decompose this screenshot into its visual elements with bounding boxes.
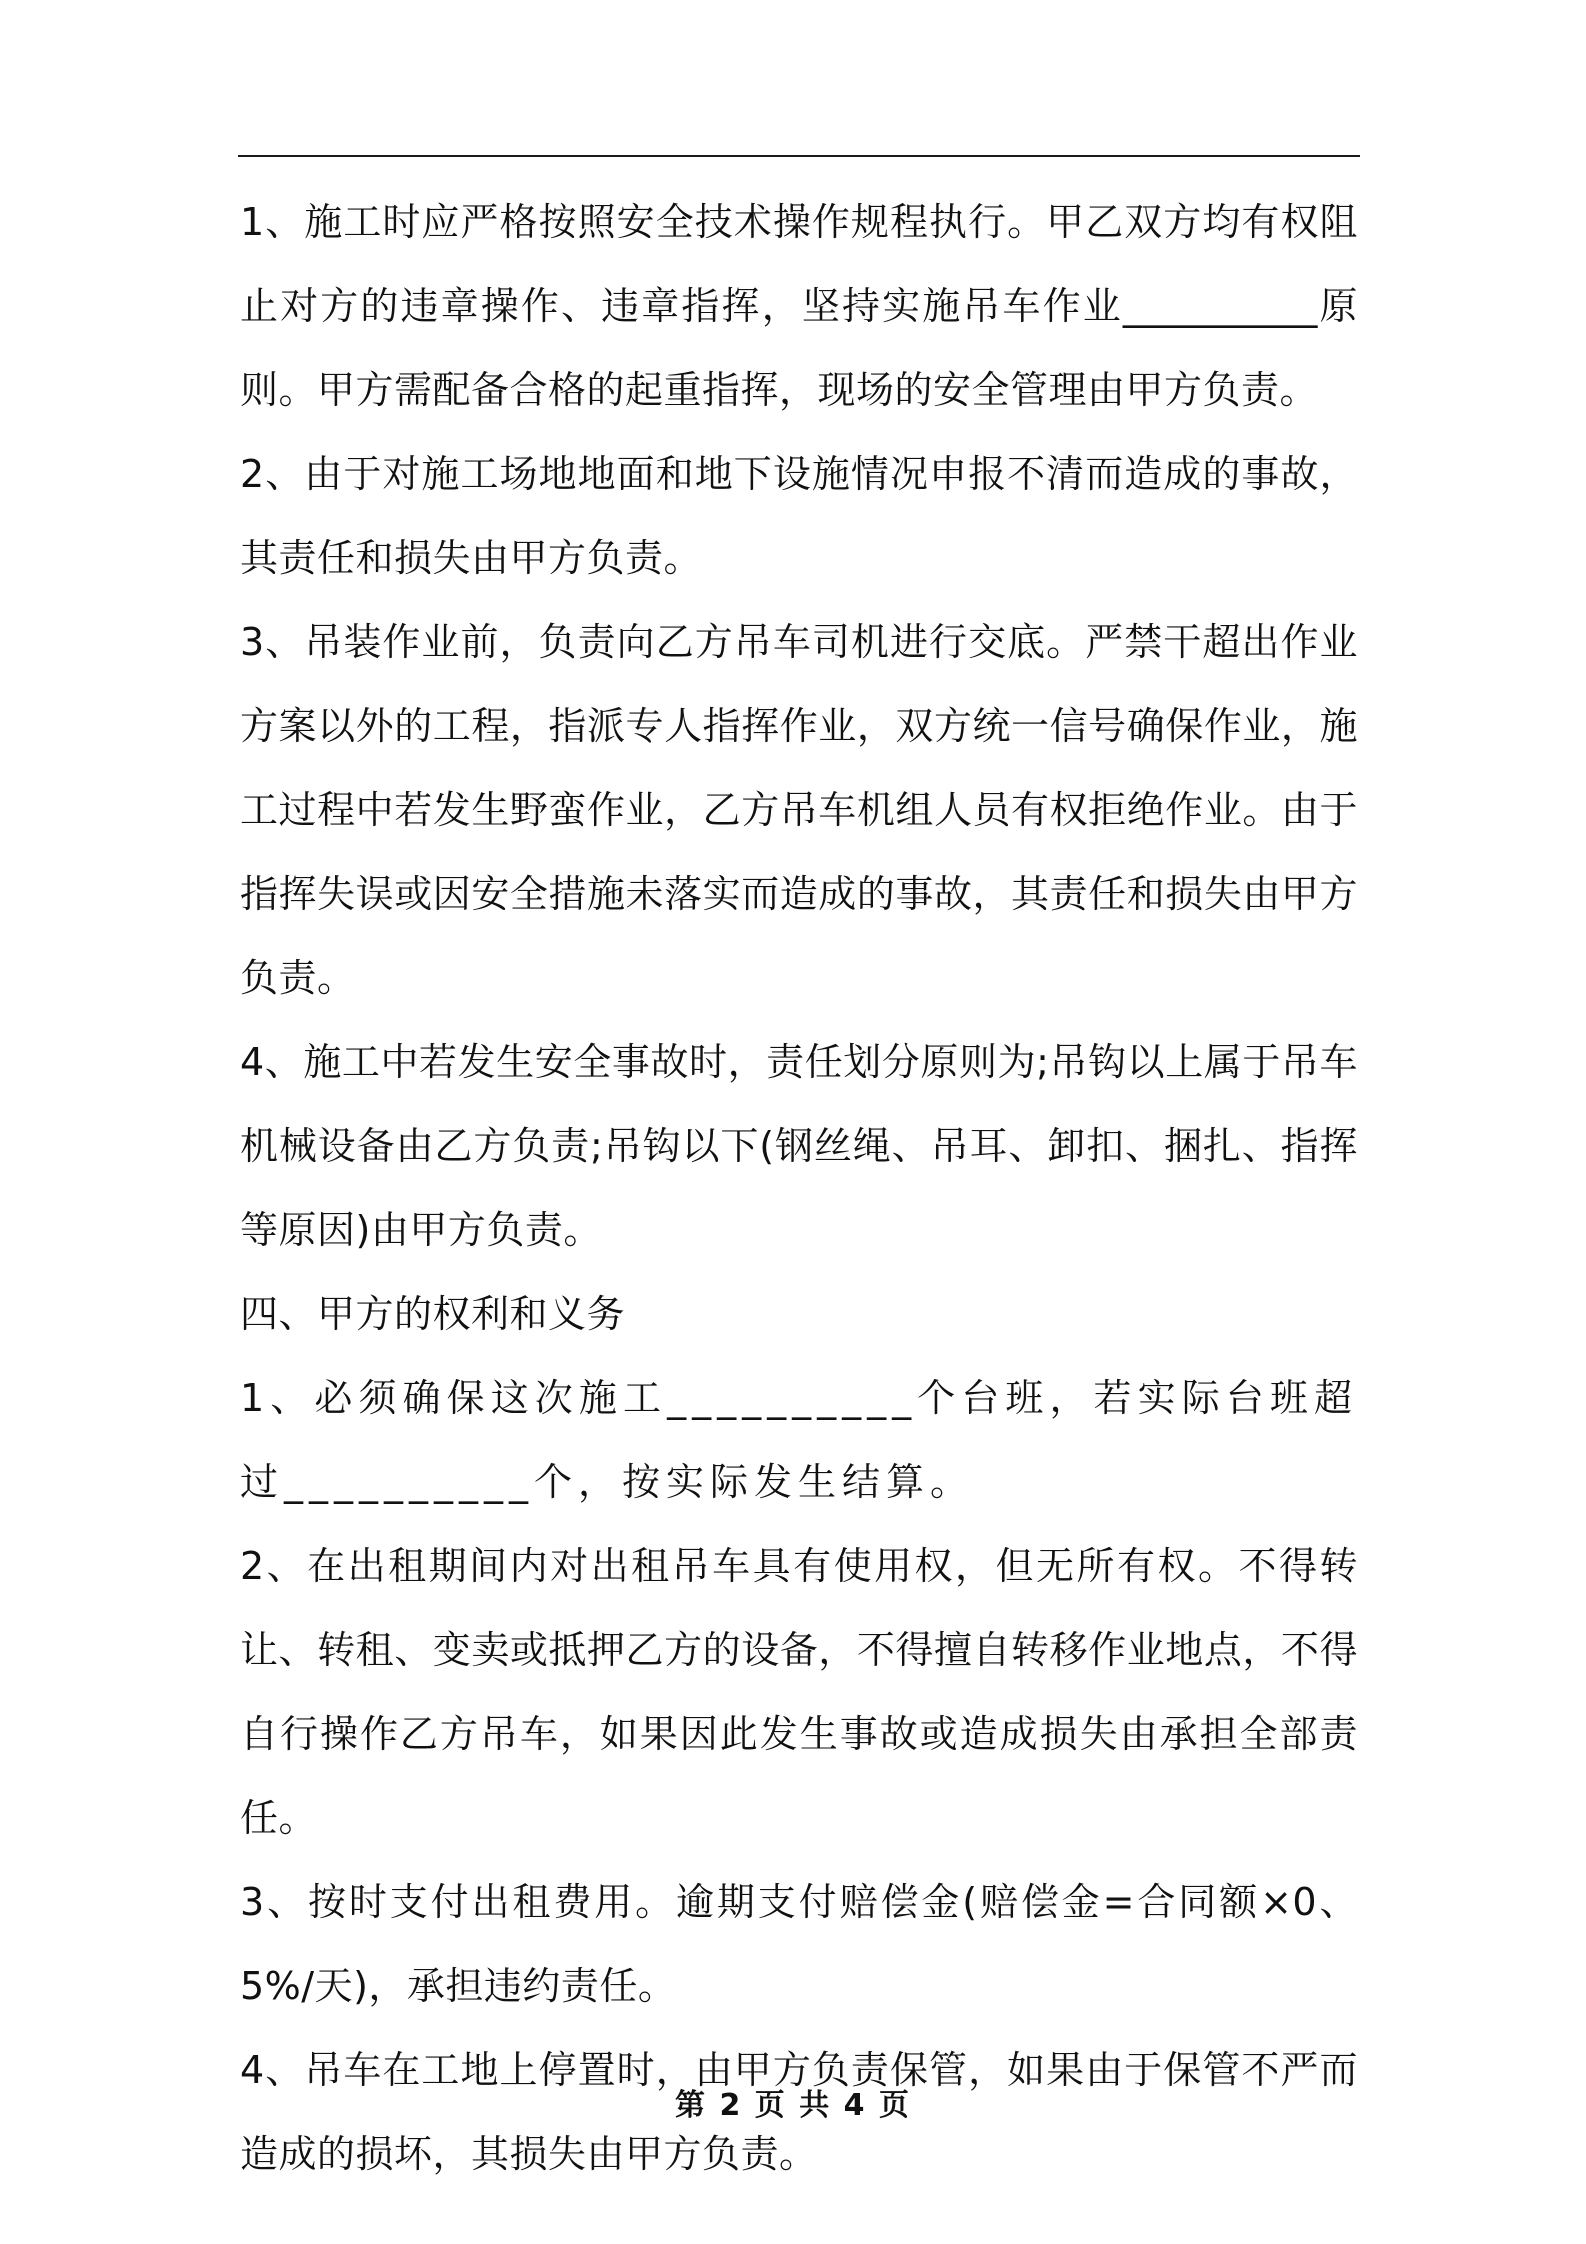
section-paragraph-4: 4、吊车在工地上停置时，由甲方负责保管，如果由于保管不严而造成的损坏，其损失由甲方负责。 [240,2048,1358,2176]
document-body [240,180,1358,2196]
section-paragraph-3: 3、按时支付出租费用。逾期支付赔偿金(赔偿金=合同额×0、5%/天)，承担违约责任。 [240,1880,1358,2008]
paragraph-4: 4、施工中若发生安全事故时，责任划分原则为;吊钩以上属于吊车机械设备由乙方负责;吊钩以下(钢丝绳、吊耳、卸扣、捆扎、指挥等原因)由甲方负责。 [240,1040,1358,1252]
paragraph-3: 3、吊装作业前，负责向乙方吊车司机进行交底。严禁干超出作业方案以外的工程，指派专人指挥作业，双方统一信号确保作业，施工过程中若发生野蛮作业，乙方吊车机组人员有权拒绝作业。由于指挥失误或因安全措施未落实而造成的事故，其责任和损失由甲方负责。 [240,620,1358,1000]
section-paragraph-2: 2、在出租期间内对出租吊车具有使用权，但无所有权。不得转让、转租、变卖或抵押乙方的设备，不得擅自转移作业地点，不得自行操作乙方吊车，如果因此发生事故或造成损失由承担全部责任。 [240,1544,1358,1840]
header-divider [238,155,1360,157]
section-heading: 四、甲方的权利和义务 [240,1292,626,1336]
page-number-footer: 第 2 页 共 4 页 [675,2088,911,2123]
paragraph-2: 2、由于对施工场地地面和地下设施情况申报不清而造成的事故，其责任和损失由甲方负责。 [240,452,1358,580]
section-paragraph-1: 1、必须确保这次施工__________个台班，若实际台班超过__________个，按实际发生结算。 [240,1376,1358,1504]
paragraph-1: 1、施工时应严格按照安全技术操作规程执行。甲乙双方均有权阻止对方的违章操作、违章指挥，坚持实施吊车作业__________原则。甲方需配备合格的起重指挥，现场的安全管理由甲方负责。 [240,200,1358,412]
